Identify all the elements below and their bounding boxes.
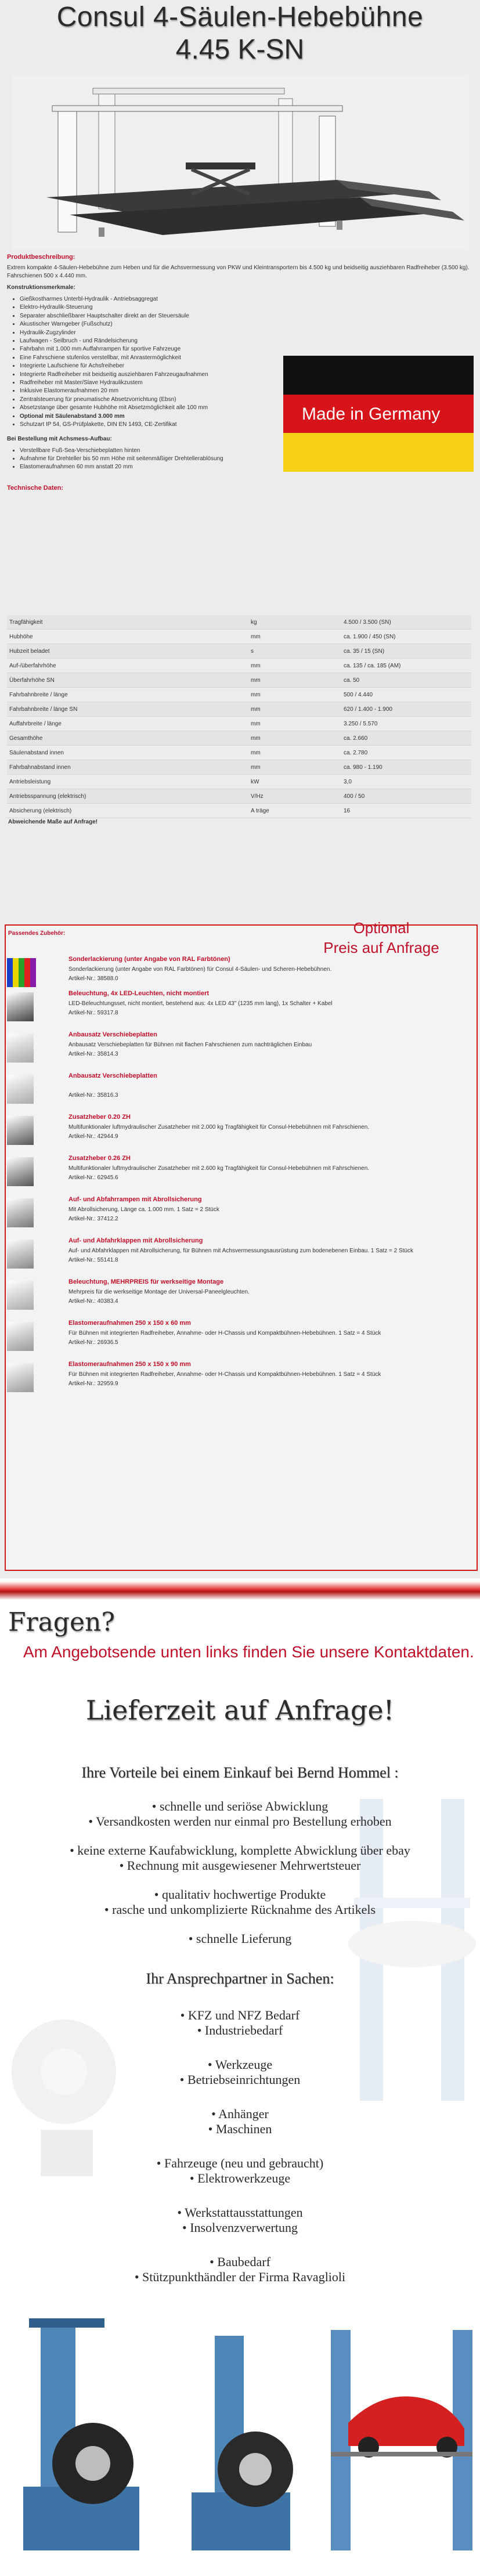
advantage-item: • rasche und unkomplizierte Rücknahme des Artikels — [104, 1902, 376, 1917]
tech-unit: s — [248, 644, 341, 659]
tech-param: Hubzeit beladet — [7, 644, 248, 659]
tech-param: Auffahrbreite / länge — [7, 717, 248, 731]
price-on-request-label: Preis auf Anfrage — [323, 939, 439, 956]
contact-area-item: • Stützpunkthändler der Firma Ravaglioli — [134, 2270, 346, 2284]
tech-unit: kg — [248, 615, 341, 630]
tech-row — [7, 789, 471, 804]
tech-param: Absicherung (elektrisch) — [7, 804, 248, 818]
features-heading: Konstruktionsmerkmale: — [7, 284, 75, 291]
contact-area-item: • Werkzeuge — [207, 2057, 273, 2072]
contact-area-item: • KFZ und NFZ Bedarf — [180, 2008, 300, 2022]
tech-row — [7, 688, 471, 702]
contact-area-item: • Baubedarf — [210, 2255, 270, 2269]
equipment-heading: Bei Bestellung mit Achsmess-Aufbau: — [7, 435, 112, 442]
tech-param: Antriebsleistung — [7, 775, 248, 789]
advantage-item: • schnelle und seriöse Abwicklung — [151, 1799, 329, 1813]
feature-item: • Zentralsteuerung für pneumatische Absetzvorrichtung (Ebsn) — [20, 396, 477, 404]
tech-value: 4.500 / 3.500 (SN) — [341, 615, 471, 630]
accessory-thumbnail — [7, 958, 36, 987]
tech-unit: mm — [248, 659, 341, 673]
tech-value: ca. 980 - 1.190 — [341, 760, 471, 775]
tech-data-table — [7, 615, 471, 818]
tech-param: Antriebsspannung (elektrisch) — [7, 789, 248, 804]
tech-param: Tragfähigkeit — [7, 615, 248, 630]
tech-value: ca. 35 / 15 (SN) — [341, 644, 471, 659]
tech-unit: mm — [248, 688, 341, 702]
accessory-article-number: Artikel-Nr.: 32959.9 — [68, 1381, 118, 1387]
accessory-article-number: Artikel-Nr.: 42944.9 — [68, 1133, 118, 1140]
accessory-title: Anbausatz Verschiebeplatten — [68, 1031, 157, 1038]
feature-item: • Integrierte Radfreiheber mit beidseitig ausziehbaren Fahrzeugaufnahmen — [20, 371, 477, 379]
description-heading: Produktbeschreibung: — [7, 254, 75, 261]
made-in-germany-label: Made in Germany — [302, 404, 441, 424]
contact-area-item: • Betriebseinrichtungen — [179, 2072, 301, 2087]
tech-unit: A träge — [248, 804, 341, 818]
accessory-article-number: Artikel-Nr.: 38588.0 — [68, 976, 118, 982]
tech-param: Überfahrhöhe SN — [7, 673, 248, 688]
contact-area-item: • Elektrowerkzeuge — [189, 2171, 291, 2185]
divider-bar — [0, 1581, 480, 1600]
accessory-item — [6, 1357, 474, 1398]
description-intro: Extrem kompakte 4-Säulen-Hebebühne zum Heben und für die Achsvermessung von PKW und Kleintransportern bis 4.500 kg und beidseitig ausziehbaren Radfreiheber (3.500 kg). Fahrschienen 500 x 4.440 mm. — [7, 265, 470, 279]
tech-row — [7, 760, 471, 775]
tech-value: 3,0 — [341, 775, 471, 789]
advantage-item: • schnelle Lieferung — [188, 1931, 292, 1946]
tech-value: ca. 2.660 — [341, 731, 471, 746]
tech-row — [7, 702, 471, 717]
advantage-item: • keine externe Kaufabwicklung, komplette Abwicklung über ebay — [70, 1843, 410, 1858]
delivery-time-heading: Lieferzeit auf Anfrage! — [85, 1695, 395, 1726]
contact-area-item: • Industriebedarf — [197, 2023, 283, 2037]
tech-row — [7, 775, 471, 789]
optional-label: Optional — [353, 919, 410, 937]
tech-param: Hubhöhe — [7, 630, 248, 644]
accessory-description: Mit Abrollsicherung, Länge ca. 1.000 mm. 1 Satz = 2 Stück — [68, 1206, 219, 1213]
tech-unit: mm — [248, 746, 341, 760]
tech-row — [7, 630, 471, 644]
contact-area-item: • Anhänger — [211, 2107, 269, 2121]
tech-value: 500 / 4.440 — [341, 688, 471, 702]
feature-item: • Hydraulik-Zugzylinder — [20, 329, 477, 337]
accessory-item — [6, 1110, 474, 1151]
tech-row — [7, 615, 471, 630]
workshop-products-image — [6, 2295, 480, 2568]
accessory-description: Sonderlackierung (unter Angabe von RAL Farbtönen) für Consul 4-Säulen- und Scheren-Hebebühnen. — [68, 966, 332, 973]
accessory-title: Auf- und Abfahrrampen mit Abrollsicherung — [68, 1196, 202, 1203]
lift-product-image — [12, 75, 468, 250]
contact-areas-heading: Ihr Ansprechpartner in Sachen: — [146, 1970, 334, 1987]
tech-row — [7, 731, 471, 746]
tech-row — [7, 673, 471, 688]
accessory-article-number: Artikel-Nr.: 37412.2 — [68, 1216, 118, 1222]
questions-heading: Fragen? — [8, 1607, 115, 1637]
accessory-title: Elastomeraufnahmen 250 x 150 x 90 mm — [68, 1361, 191, 1368]
tech-param: Säulenabstand innen — [7, 746, 248, 760]
accessory-title: Zusatzheber 0.26 ZH — [68, 1155, 131, 1162]
equipment-item: • Aufnahme für Drehteller bis 50 mm Höhe mit seitenmäßiger Drehtellerablösung — [20, 455, 477, 463]
equipment-item: • Elastomeraufnahmen 60 mm anstatt 20 mm — [20, 463, 477, 471]
advantages-heading: Ihre Vorteile bei einem Einkauf bei Bernd Hommel : — [81, 1764, 399, 1781]
tech-row — [7, 644, 471, 659]
feature-item: • Eine Fahrschiene stufenlos verstellbar, mit Anrastermöglichkeit — [20, 354, 477, 362]
tech-param: Gesamthöhe — [7, 731, 248, 746]
contact-area-item: • Insolvenzverwertung — [182, 2220, 298, 2235]
accessory-article-number: Artikel-Nr.: 26936.5 — [68, 1339, 118, 1346]
questions-subtext: Am Angebotsende unten links finden Sie unsere Kontaktdaten. — [23, 1643, 474, 1661]
equipment-item: • Verstellbare Fuß-Sea-Verschiebeplatten hinten — [20, 447, 477, 455]
accessory-title: Beleuchtung, 4x LED-Leuchten, nicht montiert — [68, 990, 210, 997]
accessory-thumbnail — [7, 1198, 34, 1227]
feature-item: • Fahrbahn mit 1.000 mm Auffahrrampen für sportive Fahrzeuge — [20, 345, 477, 353]
accessory-description: Für Bühnen mit integrierten Radfreiheber, Annahme- oder H-Chassis und Kompaktbühnen-Hebebühnen. 1 Satz = 4 Stück — [68, 1371, 381, 1378]
accessory-thumbnail — [7, 1281, 34, 1310]
feature-item: • Integrierte Laufschiene für Achsfreiheber — [20, 362, 477, 370]
accessory-article-number: Artikel-Nr.: 35816.3 — [68, 1092, 118, 1099]
accessory-item — [6, 1316, 474, 1357]
accessory-item — [6, 1028, 474, 1068]
accessory-description: Für Bühnen mit integrierten Radfreiheber, Annahme- oder H-Chassis und Kompaktbühnen-Hebebühnen. 1 Satz = 4 Stück — [68, 1330, 381, 1336]
feature-item: • Elektro-Hydraulik-Steuerung — [20, 304, 477, 312]
feature-item: • Radfreiheber mit Master/Slave Hydraulikzustem — [20, 379, 477, 387]
germany-flag — [283, 356, 474, 472]
accessory-title: Zusatzheber 0.20 ZH — [68, 1114, 131, 1121]
advantage-item: • Rechnung mit ausgewiesener Mehrwertsteuer — [119, 1858, 361, 1873]
tech-row — [7, 659, 471, 673]
accessory-article-number: Artikel-Nr.: 55141.8 — [68, 1257, 118, 1263]
accessory-description: LED-Beleuchtungsset, nicht montiert, bestehend aus: 4x LED 43" (1235 mm lang), 1x Schalter + Kabel — [68, 1000, 333, 1007]
tech-row — [7, 717, 471, 731]
tech-unit: mm — [248, 760, 341, 775]
tech-unit: mm — [248, 630, 341, 644]
accessory-description: Anbausatz Verschiebeplatten für Bühnen mit flachen Fahrschienen zum nachträglichen Einbau — [68, 1042, 312, 1048]
accessory-description: Multifunktionaler luftmydraulischer Zusatzheber mit 2.600 kg Tragfähigkeit für Consul-Hebebühnen mit Fahrschienen. — [68, 1165, 370, 1172]
accessories-heading: Passendes Zubehör: — [8, 930, 66, 937]
accessory-article-number: Artikel-Nr.: 62945.6 — [68, 1175, 118, 1181]
accessory-item — [6, 1151, 474, 1192]
tech-footnote: Abweichende Maße auf Anfrage! — [8, 819, 98, 825]
accessory-title: Elastomeraufnahmen 250 x 150 x 60 mm — [68, 1320, 191, 1327]
tech-unit: mm — [248, 702, 341, 717]
feature-item: • Schutzart IP 54, GS-Prüfplakette, DIN EN 1493, CE-Zertifikat — [20, 421, 477, 429]
tech-param: Auf-/überfahrhöhe — [7, 659, 248, 673]
optional-note — [297, 918, 465, 958]
accessory-thumbnail — [7, 1075, 34, 1104]
feature-item: • Akustischer Warngeber (Fußschutz) — [20, 320, 477, 328]
tech-unit: mm — [248, 731, 341, 746]
page-title: Consul 4-Säulen-Hebebühne — [56, 2, 424, 32]
accessory-title: Beleuchtung, MEHRPREIS für werkseitige Montage — [68, 1278, 224, 1285]
accessory-item — [6, 1069, 474, 1110]
tech-value: 16 — [341, 804, 471, 818]
contact-area-item: • Fahrzeuge (neu und gebraucht) — [156, 2156, 324, 2170]
accessory-item — [6, 1275, 474, 1316]
accessory-title: Sonderlackierung (unter Angabe von RAL Farbtönen) — [68, 956, 230, 963]
accessory-description: Multifunktionaler luftmydraulischer Zusatzheber mit 2.000 kg Tragfähigkeit für Consul-Hebebühnen mit Fahrschienen. — [68, 1124, 370, 1130]
feature-item: • Optional mit Säulenabstand 3.000 mm — [20, 413, 477, 421]
accessory-thumbnail — [7, 1363, 34, 1392]
tech-param: Fahrbahnbreite / länge — [7, 688, 248, 702]
contact-area-item: • Maschinen — [208, 2122, 272, 2136]
tech-param: Fahrbahnbreite / länge SN — [7, 702, 248, 717]
tech-value: 620 / 1.400 - 1.900 — [341, 702, 471, 717]
accessory-article-number: Artikel-Nr.: 59317.8 — [68, 1010, 118, 1016]
tech-value: 400 / 50 — [341, 789, 471, 804]
tech-unit: kW — [248, 775, 341, 789]
accessory-thumbnail — [7, 1240, 34, 1269]
tech-unit: mm — [248, 673, 341, 688]
feature-item: • Separater abschließbarer Hauptschalter direkt an der Steuersäule — [20, 312, 477, 320]
accessory-thumbnail — [7, 1116, 34, 1145]
advantage-item: • qualitativ hochwertige Produkte — [154, 1887, 326, 1902]
accessory-thumbnail — [7, 1157, 34, 1186]
feature-item: • Absetzstange über gesamte Hubhöhe mit Absetzmöglichkeit alle 100 mm — [20, 404, 477, 412]
accessory-description: Mehrpreis für die werkseitige Montage der Universal-Paneelgleuchten. — [68, 1289, 250, 1295]
contact-area-item: • Werkstattausstattungen — [177, 2205, 303, 2220]
accessory-thumbnail — [7, 1034, 34, 1063]
page-subtitle: 4.45 K-SN — [175, 34, 305, 65]
accessory-title: Auf- und Abfahrklappen mit Abrollsicherung — [68, 1237, 203, 1244]
tech-unit: V/Hz — [248, 789, 341, 804]
accessory-article-number: Artikel-Nr.: 35814.3 — [68, 1051, 118, 1057]
accessory-item — [6, 1193, 474, 1233]
accessory-article-number: Artikel-Nr.: 40383.4 — [68, 1298, 118, 1305]
tech-unit: mm — [248, 717, 341, 731]
feature-item: • Gießkostharmes Unterbl-Hydraulik - Antriebsaggregat — [20, 295, 477, 304]
tech-row — [7, 746, 471, 760]
accessory-thumbnail — [7, 992, 34, 1021]
tech-value: ca. 135 / ca. 185 (AM) — [341, 659, 471, 673]
tech-value: 3.250 / 5.570 — [341, 717, 471, 731]
feature-item: • Inklusive Elastomeraufnahmen 20 mm — [20, 387, 477, 395]
accessory-title: Anbausatz Verschiebeplatten — [68, 1072, 157, 1079]
tech-value: ca. 50 — [341, 673, 471, 688]
accessory-item — [6, 1234, 474, 1274]
accessory-thumbnail — [7, 1322, 34, 1351]
accessory-item — [6, 987, 474, 1027]
feature-item: • Laufwagen - Seilbruch - und Rändelsicherung — [20, 337, 477, 345]
tech-value: ca. 2.780 — [341, 746, 471, 760]
advantage-item: • Versandkosten werden nur einmal pro Bestellung erhoben — [88, 1814, 392, 1829]
accessory-description: Auf- und Abfahrklappen mit Abrollsicherung, für Bühnen mit Achsvermessungsausrüstung zum bodenebenen Einbau. 1 Satz = 2 Stück — [68, 1248, 413, 1254]
tech-row — [7, 804, 471, 818]
tech-heading: Technische Daten: — [7, 484, 63, 492]
tech-value: ca. 1.900 / 450 (SN) — [341, 630, 471, 644]
tech-param: Fahrbahnabstand innen — [7, 760, 248, 775]
